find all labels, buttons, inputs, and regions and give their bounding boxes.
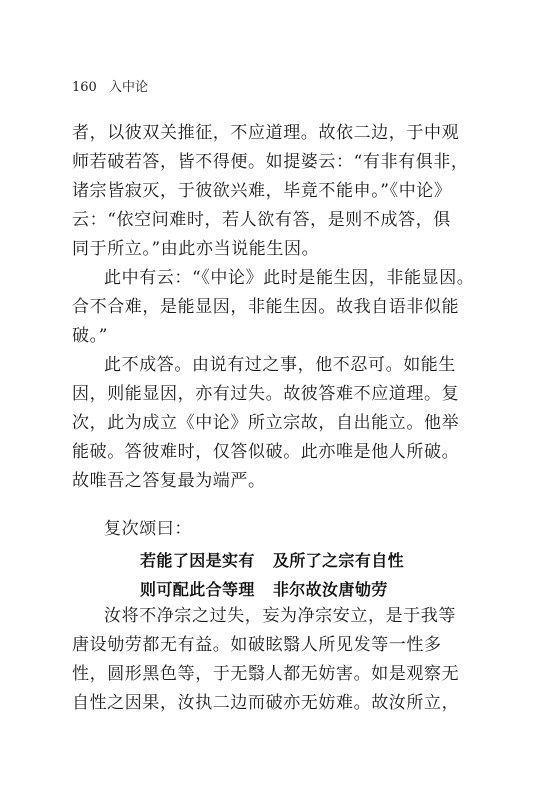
text-line: 故唯吾之答复最为端严。 bbox=[72, 471, 266, 491]
text-line: 同于所立。”由此亦当说能生因。 bbox=[72, 239, 320, 259]
running-header bbox=[72, 76, 148, 95]
text-line: 性，圆形黑色等，于无翳人都无妨害。如是观察无 bbox=[72, 664, 460, 684]
text-line: 此中有云：“《中论》此时是能生因，非能显因。 bbox=[104, 268, 475, 288]
verse-hemistich: 及所了之宗有自性 bbox=[272, 551, 405, 570]
text-line: 自性之因果，汝执二边而破亦无妨难。故汝所立， bbox=[72, 693, 460, 713]
running-title: 入中论 bbox=[108, 80, 148, 95]
text-line: 汝将不净宗之过失，妄为净宗安立，是于我等 bbox=[104, 606, 456, 626]
text-line: 破。” bbox=[72, 326, 108, 346]
verse-hemistich: 则可配此合等理 bbox=[140, 580, 255, 599]
text-line: 此不成答。由说有过之事，他不忍可。如能生 bbox=[104, 355, 456, 375]
text-line: 诸宗皆寂灭，于彼欲兴难，毕竟不能申。”《中论》 bbox=[72, 181, 452, 201]
verse-line bbox=[140, 550, 404, 572]
text-line: 次，此为成立《中论》所立宗故，自出能立。他举 bbox=[72, 413, 460, 433]
verse-intro: 复次颂曰： bbox=[104, 519, 192, 539]
text-line: 者，以彼双关推征，不应道理。故依二边，于中观 bbox=[72, 123, 460, 143]
verse-hemistich: 非尔故汝唐劬劳 bbox=[272, 580, 388, 599]
text-line: 能破。答彼难时，仅答似破。此亦唯是他人所破。 bbox=[72, 442, 460, 462]
verse-line bbox=[140, 579, 388, 601]
verse-hemistich: 若能了因是实有 bbox=[140, 551, 255, 570]
text-line: 因，则能显因，亦有过失。故彼答难不应道理。复 bbox=[72, 384, 460, 404]
page-number: 160 bbox=[72, 80, 97, 95]
text-line: 唐设劬劳都无有益。如破眩翳人所见发等一性多 bbox=[72, 635, 442, 655]
text-line: 师若破若答，皆不得便。如提婆云：“有非有俱非， bbox=[72, 152, 469, 172]
text-line: 云：“依空问难时，若人欲有答，是则不成答，俱 bbox=[72, 210, 451, 230]
text-line: 合不合难，是能显因，非能生因。故我自语非似能 bbox=[72, 297, 460, 317]
